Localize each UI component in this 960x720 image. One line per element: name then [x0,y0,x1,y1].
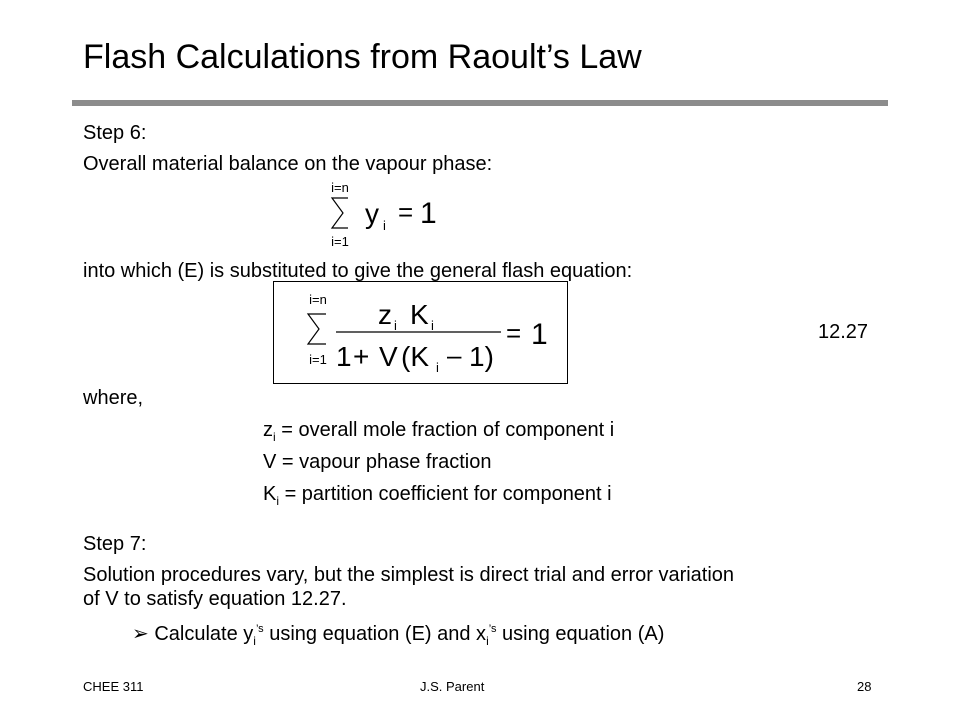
definition-v [263,450,491,476]
bullet-x-sup: ’s [488,623,497,635]
definition-z [263,418,614,444]
title-divider [72,100,888,106]
def-text: = overall mole fraction of component i [275,419,615,441]
def-symbol: V [263,451,277,473]
definition-k [263,482,612,508]
step7-line2: of V to satisfy equation 12.27. [83,588,347,610]
equation-number: 12.27 [818,321,869,343]
eq2-rhs: 1 [531,318,548,351]
def-subscript: i [273,430,276,444]
bullet-part-b: using equation (E) and x [263,623,487,645]
slide-title: Flash Calculations from Raoult’s Law [83,38,642,76]
sum2-upper-limit: i=n [309,292,327,307]
sum-lower-limit: i=1 [331,234,349,249]
numerator-k-sub: i [431,318,434,333]
eq1-subscript: i [383,218,386,233]
footer-author: J.S. Parent [420,679,485,694]
bullet-x-sub: i [486,634,489,648]
denominator-open: (K [401,341,429,372]
footer-course: CHEE 311 [83,679,144,694]
bullet-y-sup: ’s [255,623,264,635]
denominator-close: 1) [469,341,494,372]
denominator-minus: – [447,340,462,370]
summation-sign [308,314,326,344]
denominator-one: 1 [336,341,352,372]
sum2-lower-limit: i=1 [309,352,327,367]
step6-bridge: into which (E) is substituted to give the general flash equation: [83,260,633,282]
def-symbol: z [263,419,273,441]
where-label: where, [83,387,144,409]
numerator-z-sub: i [394,318,397,333]
def-symbol: K [263,483,277,505]
numerator-k: K [410,299,429,330]
step7-bullet [132,622,664,649]
footer-page-number: 28 [857,679,872,694]
numerator-z: z [378,299,392,330]
summation-sign [332,198,348,228]
denominator-v: V [379,341,398,372]
eq1-rhs: 1 [420,197,437,230]
arrow-bullet-icon: ➢ [132,623,149,645]
vapour-balance-equation [318,176,458,250]
flash-equation [276,284,564,380]
bullet-y-sub: i [253,634,256,648]
def-subscript: i [276,494,280,508]
step7-line1: Solution procedures vary, but the simplest is direct trial and error variation [83,564,735,586]
def-text: = partition coefficient for component i [279,483,612,505]
step6-heading: Step 6: [83,122,147,144]
step6-intro: Overall material balance on the vapour phase: [83,153,493,175]
denominator-plus: + [353,341,370,372]
def-text: = vapour phase fraction [276,451,492,473]
bullet-part-a: Calculate y [154,623,254,645]
sum-upper-limit: i=n [331,180,349,195]
bullet-part-c: using equation (A) [496,623,665,645]
eq1-variable: y [365,198,379,229]
eq2-equals: = [506,318,522,348]
eq1-equals: = [398,197,414,227]
denominator-k-sub: i [436,360,439,375]
step7-heading: Step 7: [83,533,147,555]
